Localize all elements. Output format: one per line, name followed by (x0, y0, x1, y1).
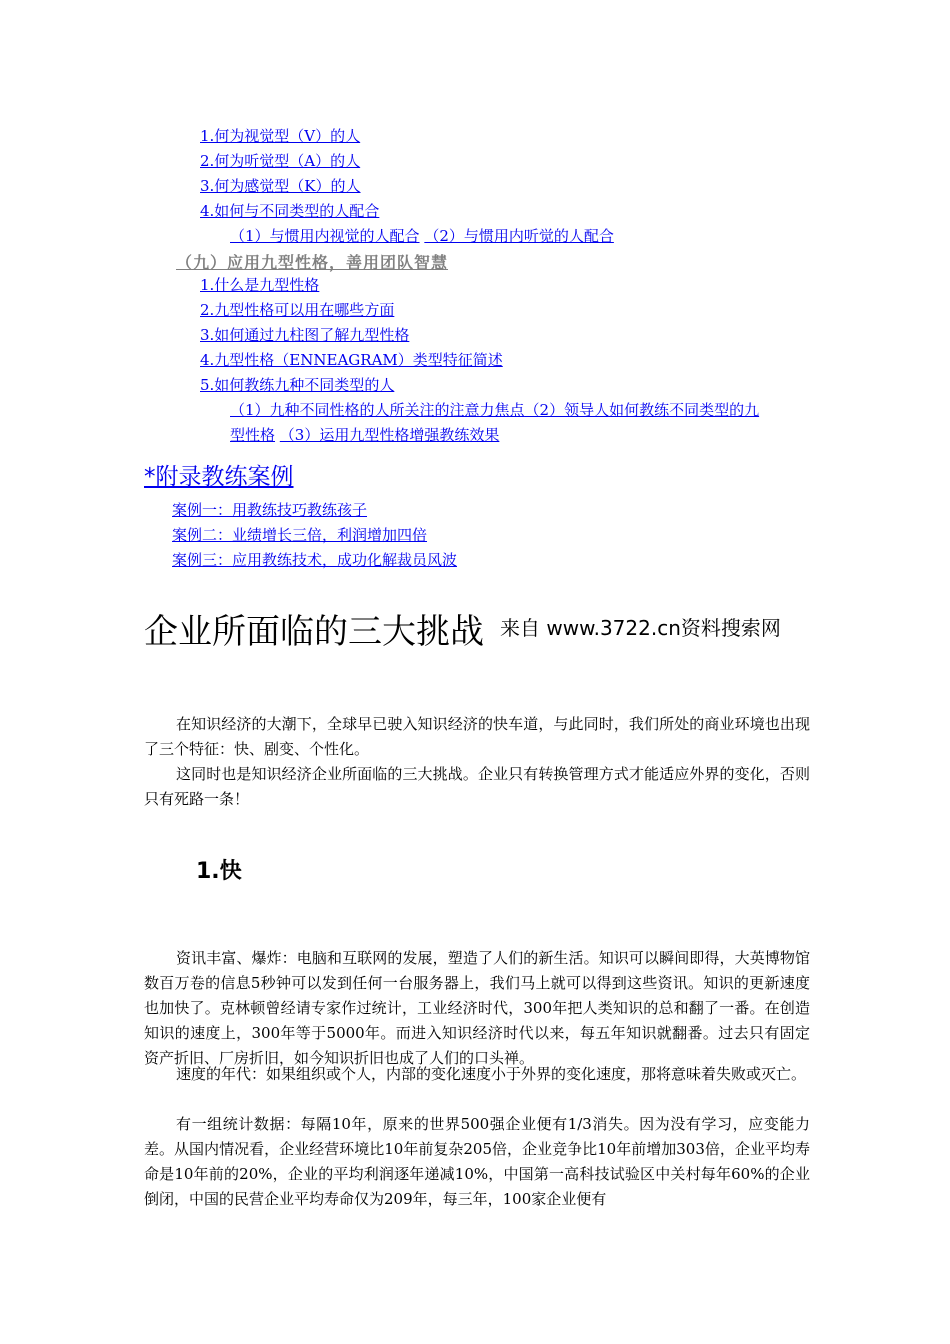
intro-paragraph: 这同时也是知识经济企业所面临的三大挑战。企业只有转换管理方式才能适应外界的变化，否则只有死路一条！ (144, 765, 810, 808)
toc-link[interactable]: 4.九型性格（ENNEAGRAM）类型特征简述 (200, 351, 503, 369)
case-link[interactable]: 案例二：业绩增长三倍，利润增加四倍 (172, 526, 428, 544)
toc-link[interactable]: 5.如何教练九种不同类型的人 (200, 376, 395, 394)
toc-link[interactable]: 1.何为视觉型（V）的人 (200, 127, 361, 145)
toc-sublink[interactable]: （3）运用九型性格增强教练效果 (279, 426, 500, 444)
toc-link[interactable]: 4.如何与不同类型的人配合 (200, 202, 380, 220)
toc-subitems (230, 224, 614, 249)
case-item[interactable] (172, 523, 427, 548)
toc-link[interactable]: 2.何为听觉型（A）的人 (200, 152, 361, 170)
toc-item[interactable] (200, 199, 379, 224)
toc-sublink[interactable]: （2）领导人如何教练不同类型的九 (524, 401, 760, 419)
toc-item[interactable] (200, 298, 394, 323)
toc-link[interactable]: 1.什么是九型性格 (200, 276, 320, 294)
toc-item[interactable] (200, 373, 394, 398)
toc-item[interactable] (200, 124, 360, 149)
toc-sublink[interactable]: （2）与惯用内听觉的人配合 (424, 227, 614, 245)
case-item[interactable] (172, 548, 457, 573)
toc-item[interactable] (200, 273, 319, 298)
toc-link[interactable]: 3.如何通过九柱图了解九型性格 (200, 326, 410, 344)
body-paragraph: 速度的年代：如果组织或个人，内部的变化速度小于外界的变化速度，那将意味着失败或灭亡。 (176, 1065, 807, 1083)
toc-item[interactable] (200, 323, 409, 348)
appendix-title-link[interactable]: *附录教练案例 (144, 464, 294, 490)
source-watermark: 来自 www.3722.cn资料搜索网 (500, 616, 781, 640)
toc-item[interactable] (200, 174, 361, 199)
toc-sublink[interactable]: （1）与惯用内视觉的人配合 (230, 227, 420, 245)
intro-paragraph: 在知识经济的大潮下，全球早已驶入知识经济的快车道，与此同时，我们所处的商业环境也出现了三个特征：快、剧变、个性化。 (144, 715, 810, 758)
case-link[interactable]: 案例三：应用教练技术，成功化解裁员风波 (172, 551, 458, 569)
case-link[interactable]: 案例一：用教练技巧教练孩子 (172, 501, 368, 519)
case-item[interactable] (172, 498, 367, 523)
toc-chapter-heading[interactable]: （九）应用九型性格，善用团队智慧 (176, 253, 449, 272)
article-title: 企业所面临的三大挑战 (144, 612, 484, 652)
toc-sublink[interactable]: （1）九种不同性格的人所关注的注意力焦点 (230, 401, 525, 419)
toc-item[interactable] (200, 149, 360, 174)
body-paragraph: 资讯丰富、爆炸：电脑和互联网的发展，塑造了人们的新生活。知识可以瞬间即得，大英博物馆数百万卷的信息5秒钟可以发到任何一台服务器上，我们马上就可以得到这些资讯。知识的更新速度也加快了。克林顿曾经请专家作过统计，工业经济时代，300年把人类知识的总和翻了一番。在创造知识的速度上，300年等于5000年。而进入知识经济时代以来，每五年知识就翻番。过去只有固定资产折旧、厂房折旧，如今知识折旧也成了人们的口头禅。 (144, 949, 810, 1067)
toc-sublink[interactable]: 型性格 (230, 426, 276, 444)
section-heading: 1.快 (196, 859, 242, 884)
toc-subitems (230, 398, 759, 423)
toc-subitems (230, 423, 499, 448)
body-paragraph: 有一组统计数据：每隔10年，原来的世界500强企业便有1/3消失。因为没有学习，应变能力差。从国内情况看，企业经营环境比10年前复杂205倍，企业竞争比10年前增加303倍，企业平均寿命是10年前的20%，企业的平均利润逐年递减10%，中国第一高科技试验区中关村每年60%的企业倒闭，中国的民营企业平均寿命仅为209年，每三年，100家企业便有 (144, 1115, 810, 1208)
toc-item[interactable] (200, 348, 503, 373)
toc-link[interactable]: 3.何为感觉型（K）的人 (200, 177, 361, 195)
toc-link[interactable]: 2.九型性格可以用在哪些方面 (200, 301, 395, 319)
